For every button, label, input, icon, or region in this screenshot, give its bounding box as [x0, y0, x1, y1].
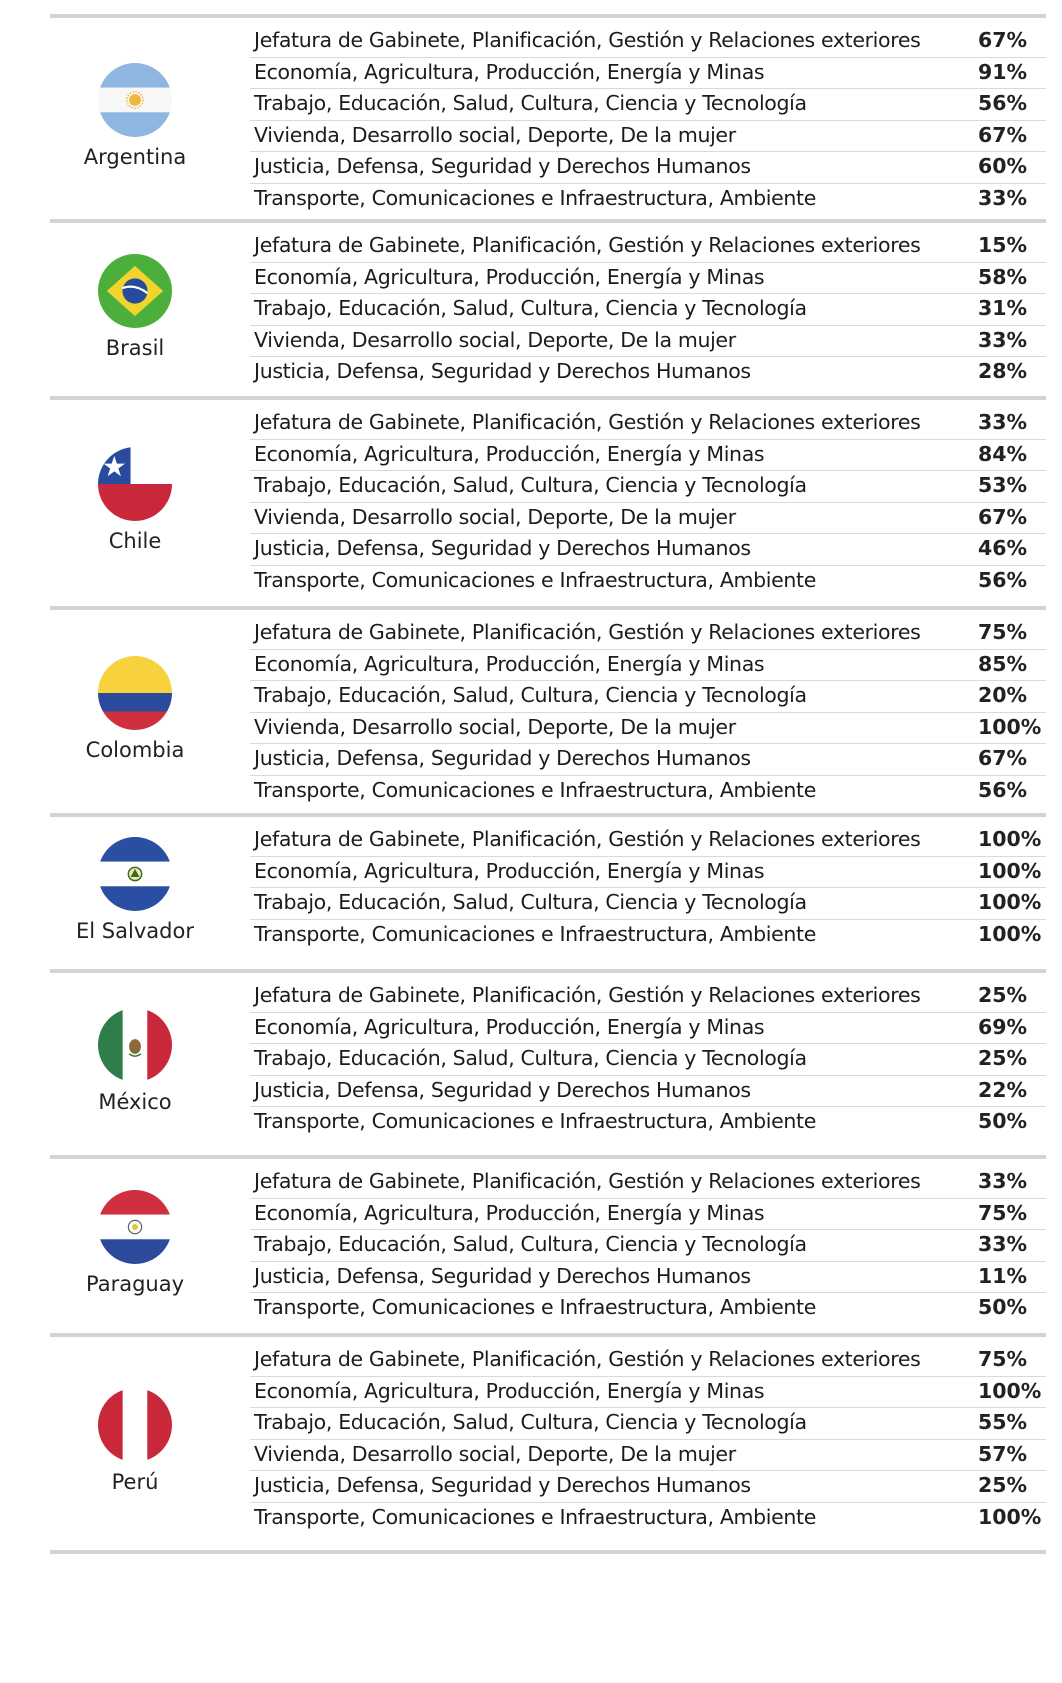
row-value: 46% — [978, 536, 1028, 561]
row-label: Justicia, Defensa, Seguridad y Derechos Humanos — [254, 1263, 751, 1288]
row-value: 60% — [978, 154, 1028, 179]
section-separator — [50, 813, 1046, 817]
country-name: Perú — [111, 1470, 159, 1494]
row-divider — [250, 565, 1046, 566]
row-divider — [250, 887, 1046, 888]
row-value: 100% — [978, 890, 1042, 915]
row-label: Economía, Agricultura, Producción, Energía y Minas — [254, 264, 765, 289]
row-divider — [250, 88, 1046, 89]
row-value: 58% — [978, 264, 1028, 289]
flag-stripe — [98, 1388, 123, 1462]
row-label: Economía, Agricultura, Producción, Energía y Minas — [254, 858, 765, 883]
row-divider — [250, 57, 1046, 58]
country-name: Chile — [108, 529, 162, 553]
row-divider — [250, 1292, 1046, 1293]
row-divider — [250, 151, 1046, 152]
row-value: 100% — [978, 858, 1042, 883]
row-value: 69% — [978, 1014, 1028, 1039]
section-separator — [50, 219, 1046, 223]
chile-flag-icon — [98, 447, 172, 521]
flag-stripe — [123, 1388, 148, 1462]
row-value: 100% — [978, 921, 1042, 946]
row-value: 33% — [978, 410, 1028, 434]
sun-emblem — [129, 94, 141, 106]
section-separator — [50, 14, 1046, 18]
row-divider — [250, 1229, 1046, 1230]
row-label: Jefatura de Gabinete, Planificación, Gestión y Relaciones exteriores — [254, 620, 921, 644]
row-value: 28% — [978, 359, 1028, 384]
row-value: 100% — [978, 827, 1042, 851]
row-divider — [250, 1261, 1046, 1262]
flag-stripe — [98, 1008, 123, 1082]
row-value: 67% — [978, 28, 1028, 52]
row-divider — [250, 1470, 1046, 1471]
eagle-emblem-icon — [129, 1039, 141, 1054]
row-value: 11% — [978, 1263, 1028, 1288]
row-divider — [250, 1439, 1046, 1440]
flag-stripe — [98, 886, 172, 911]
row-value: 33% — [978, 327, 1028, 352]
row-divider — [250, 649, 1046, 650]
section-separator — [50, 969, 1046, 973]
row-value: 100% — [978, 714, 1042, 739]
flag-stripe — [98, 1239, 172, 1264]
row-label: Vivienda, Desarrollo social, Deporte, De la mujer — [254, 1441, 736, 1466]
row-label: Transporte, Comunicaciones e Infraestructura, Ambiente — [254, 1109, 816, 1134]
row-label: Economía, Agricultura, Producción, Energía y Minas — [254, 59, 765, 84]
row-label: Vivienda, Desarrollo social, Deporte, De la mujer — [254, 122, 736, 147]
row-label: Justicia, Defensa, Seguridad y Derechos Humanos — [254, 1077, 751, 1102]
row-value: 67% — [978, 746, 1028, 771]
row-value: 33% — [978, 1169, 1028, 1193]
row-divider — [250, 262, 1046, 263]
row-divider — [250, 533, 1046, 534]
row-divider — [250, 502, 1046, 503]
country-name: Argentina — [83, 145, 187, 169]
section-separator — [50, 396, 1046, 400]
country-name: El Salvador — [76, 919, 194, 943]
row-value: 50% — [978, 1109, 1028, 1134]
row-label: Transporte, Comunicaciones e Infraestructura, Ambiente — [254, 921, 816, 946]
row-divider — [250, 356, 1046, 357]
row-divider — [250, 120, 1046, 121]
row-value: 75% — [978, 1347, 1028, 1371]
row-divider — [250, 680, 1046, 681]
row-label: Trabajo, Educación, Salud, Cultura, Ciencia y Tecnología — [254, 91, 807, 116]
row-divider — [250, 1407, 1046, 1408]
flag-stripe — [98, 1190, 172, 1215]
flag-stripe — [147, 1008, 172, 1082]
el-salvador-flag-icon — [98, 837, 172, 911]
row-divider — [250, 919, 1046, 920]
row-label: Trabajo, Educación, Salud, Cultura, Ciencia y Tecnología — [254, 890, 807, 915]
row-value: 50% — [978, 1295, 1028, 1320]
row-value: 31% — [978, 296, 1028, 321]
row-label: Transporte, Comunicaciones e Infraestructura, Ambiente — [254, 186, 816, 210]
row-label: Transporte, Comunicaciones e Infraestructura, Ambiente — [254, 1505, 816, 1529]
row-label: Justicia, Defensa, Seguridad y Derechos Humanos — [254, 746, 751, 771]
row-label: Trabajo, Educación, Salud, Cultura, Ciencia y Tecnología — [254, 1232, 807, 1257]
flag-stripe — [98, 712, 172, 731]
row-divider — [250, 1075, 1046, 1076]
row-divider — [250, 293, 1046, 294]
row-label: Economía, Agricultura, Producción, Energía y Minas — [254, 441, 765, 466]
row-divider — [250, 1106, 1046, 1107]
row-label: Jefatura de Gabinete, Planificación, Gestión y Relaciones exteriores — [254, 983, 921, 1007]
mexico-flag-icon — [98, 1008, 172, 1082]
row-label: Trabajo, Educación, Salud, Cultura, Ciencia y Tecnología — [254, 1046, 807, 1071]
row-value: 75% — [978, 620, 1028, 644]
section-separator — [50, 606, 1046, 610]
row-label: Jefatura de Gabinete, Planificación, Gestión y Relaciones exteriores — [254, 1347, 921, 1371]
row-value: 53% — [978, 473, 1028, 498]
row-value: 56% — [978, 568, 1028, 592]
flag-stripe — [98, 693, 172, 712]
row-label: Justicia, Defensa, Seguridad y Derechos Humanos — [254, 1473, 751, 1498]
row-value: 100% — [978, 1505, 1042, 1529]
flag-stripe — [98, 63, 172, 88]
row-label: Jefatura de Gabinete, Planificación, Gestión y Relaciones exteriores — [254, 1169, 921, 1193]
row-divider — [250, 1198, 1046, 1199]
row-label: Trabajo, Educación, Salud, Cultura, Ciencia y Tecnología — [254, 473, 807, 498]
row-value: 85% — [978, 651, 1028, 676]
row-value: 20% — [978, 683, 1028, 708]
row-label: Trabajo, Educación, Salud, Cultura, Ciencia y Tecnología — [254, 1410, 807, 1435]
row-label: Trabajo, Educación, Salud, Cultura, Ciencia y Tecnología — [254, 683, 807, 708]
section-separator — [50, 1550, 1046, 1554]
section-separator — [50, 1333, 1046, 1337]
row-label: Vivienda, Desarrollo social, Deporte, De la mujer — [254, 504, 736, 529]
row-value: 25% — [978, 1046, 1028, 1071]
row-value: 91% — [978, 59, 1028, 84]
row-value: 22% — [978, 1077, 1028, 1102]
row-label: Trabajo, Educación, Salud, Cultura, Ciencia y Tecnología — [254, 296, 807, 321]
row-value: 57% — [978, 1441, 1028, 1466]
row-value: 67% — [978, 122, 1028, 147]
row-label: Economía, Agricultura, Producción, Energía y Minas — [254, 1200, 765, 1225]
brazil-flag-icon — [98, 254, 172, 328]
flag-stripe — [98, 484, 172, 521]
row-label: Jefatura de Gabinete, Planificación, Gestión y Relaciones exteriores — [254, 28, 921, 52]
row-label: Vivienda, Desarrollo social, Deporte, De la mujer — [254, 327, 736, 352]
row-value: 67% — [978, 504, 1028, 529]
row-divider — [250, 1376, 1046, 1377]
flag-stripe — [98, 837, 172, 862]
row-label: Justicia, Defensa, Seguridad y Derechos Humanos — [254, 154, 751, 179]
row-label: Economía, Agricultura, Producción, Energía y Minas — [254, 651, 765, 676]
row-label: Transporte, Comunicaciones e Infraestructura, Ambiente — [254, 568, 816, 592]
row-label: Jefatura de Gabinete, Planificación, Gestión y Relaciones exteriores — [254, 233, 921, 257]
row-label: Transporte, Comunicaciones e Infraestructura, Ambiente — [254, 1295, 816, 1320]
row-value: 33% — [978, 1232, 1028, 1257]
row-divider — [250, 1012, 1046, 1013]
row-value: 25% — [978, 1473, 1028, 1498]
row-value: 15% — [978, 233, 1028, 257]
row-divider — [250, 325, 1046, 326]
row-divider — [250, 183, 1046, 184]
row-label: Vivienda, Desarrollo social, Deporte, De la mujer — [254, 714, 736, 739]
row-divider — [250, 743, 1046, 744]
flag-stripe — [98, 112, 172, 137]
row-value: 55% — [978, 1410, 1028, 1435]
row-value: 84% — [978, 441, 1028, 466]
row-label: Economía, Agricultura, Producción, Energía y Minas — [254, 1014, 765, 1039]
row-label: Economía, Agricultura, Producción, Energía y Minas — [254, 1378, 765, 1403]
peru-flag-icon — [98, 1388, 172, 1462]
row-divider — [250, 1502, 1046, 1503]
row-label: Justicia, Defensa, Seguridad y Derechos Humanos — [254, 359, 751, 384]
row-label: Jefatura de Gabinete, Planificación, Gestión y Relaciones exteriores — [254, 410, 921, 434]
row-value: 100% — [978, 1378, 1042, 1403]
flag-stripe — [147, 1388, 172, 1462]
row-divider — [250, 470, 1046, 471]
country-name: Brasil — [105, 336, 165, 360]
section-separator — [50, 1155, 1046, 1159]
paraguay-flag-icon — [98, 1190, 172, 1264]
country-name: Paraguay — [85, 1272, 185, 1296]
row-value: 33% — [978, 186, 1028, 210]
country-name: Colombia — [85, 738, 185, 762]
flag-stripe — [98, 656, 172, 693]
row-label: Transporte, Comunicaciones e Infraestructura, Ambiente — [254, 778, 816, 802]
row-divider — [250, 1043, 1046, 1044]
row-value: 75% — [978, 1200, 1028, 1225]
row-divider — [250, 712, 1046, 713]
row-divider — [250, 775, 1046, 776]
row-label: Justicia, Defensa, Seguridad y Derechos Humanos — [254, 536, 751, 561]
colombia-flag-icon — [98, 656, 172, 730]
seal-star — [132, 1224, 138, 1230]
row-divider — [250, 439, 1046, 440]
country-name: México — [98, 1090, 172, 1114]
row-label: Jefatura de Gabinete, Planificación, Gestión y Relaciones exteriores — [254, 827, 921, 851]
argentina-flag-icon — [98, 63, 172, 137]
row-value: 25% — [978, 983, 1028, 1007]
row-value: 56% — [978, 778, 1028, 802]
row-divider — [250, 856, 1046, 857]
row-value: 56% — [978, 91, 1028, 116]
